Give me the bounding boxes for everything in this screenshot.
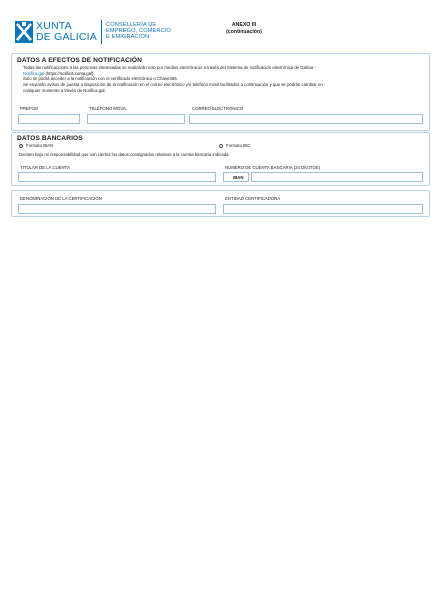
account-field[interactable] bbox=[251, 172, 423, 182]
notification-line5: cualquier momento a través de Notifica.gal: bbox=[23, 87, 106, 93]
notifica-link[interactable]: Notifica.gal bbox=[23, 70, 45, 76]
xunta-emblem-icon bbox=[15, 21, 33, 43]
notifica-url: (https://notifica.xunta.gal). bbox=[44, 70, 95, 76]
mobile-field[interactable] bbox=[87, 114, 185, 124]
bic-format-option[interactable] bbox=[219, 143, 250, 148]
holder-label: TITULAR DE LA CUENTA bbox=[20, 165, 70, 170]
bic-format-label: Formato BIC bbox=[226, 143, 251, 148]
certification-name-label: DENOMINACIÓN DE LA CERTIFICACIÓN bbox=[20, 196, 102, 201]
dept-line1: CONSELLERÍA DE bbox=[106, 22, 157, 28]
certification-section bbox=[11, 190, 430, 217]
certifying-entity-label: ENTIDAD CERTIFICADORA bbox=[225, 196, 281, 201]
certification-name-field[interactable] bbox=[18, 204, 216, 214]
prefix-field[interactable] bbox=[18, 114, 80, 124]
notification-section bbox=[11, 53, 430, 131]
dept-line2: EMPREGO, COMERCIO bbox=[106, 28, 172, 35]
email-label: CORREO ELECTRÓNICO bbox=[192, 106, 244, 111]
notification-line1: Todas las notificaciones a las personas interesadas se realizarán solo por medios electrónicos a través del Sistema de notificación electrónica de Galicia - bbox=[23, 65, 317, 70]
brand-line1: XUNTA bbox=[36, 20, 72, 32]
brand-name bbox=[36, 21, 97, 43]
bank-title: DATOS BANCARIOS bbox=[17, 135, 83, 142]
email-field[interactable] bbox=[189, 114, 423, 124]
annex-subtitle: (continuación) bbox=[226, 29, 262, 35]
radio-selected-icon[interactable]: • bbox=[20, 143, 22, 147]
iban-format-option[interactable] bbox=[19, 143, 53, 148]
annex-heading bbox=[212, 22, 276, 36]
notification-line4: Se enviarán avisos de puesta a disposición de la notificación en el correo electrónico y/o teléfono móvil facilitados a continuación y que se podrán cambiar en bbox=[23, 82, 323, 87]
radio-unselected-icon[interactable] bbox=[219, 144, 223, 148]
bank-section bbox=[11, 132, 430, 186]
brand-line2: DE GALICIA bbox=[36, 31, 97, 43]
certifying-entity-field[interactable] bbox=[223, 204, 423, 214]
iban-prefix-box bbox=[223, 172, 249, 182]
mobile-label: TELÉFONO MÓVIL bbox=[89, 106, 127, 111]
notification-title: DATOS A EFECTOS DE NOTIFICACIÓN bbox=[17, 57, 142, 64]
department-name bbox=[106, 22, 171, 41]
dept-line3: E EMIGRACIÓN bbox=[106, 34, 150, 41]
bank-declaration: Declaro bajo mi responsabilidad que son ciertos los datos consignados relativos a la cuenta bancaria indicada. bbox=[19, 152, 230, 157]
iban-label: IBAN bbox=[233, 174, 244, 180]
xunta-logo bbox=[15, 20, 185, 46]
iban-format-label: Formato IBAN bbox=[26, 143, 54, 148]
annex-title: ANEXO III bbox=[231, 22, 257, 28]
logo-divider bbox=[101, 20, 102, 44]
prefix-label: PREFIJO bbox=[20, 106, 39, 111]
account-label: NÚMERO DE CUENTA BANCARIA (24 DÍGITOS) bbox=[225, 165, 321, 170]
notification-line3: Solo se podrá acceder a la notificación con el certificado electrónico o Chave365. bbox=[23, 76, 178, 81]
holder-field[interactable] bbox=[18, 172, 216, 182]
